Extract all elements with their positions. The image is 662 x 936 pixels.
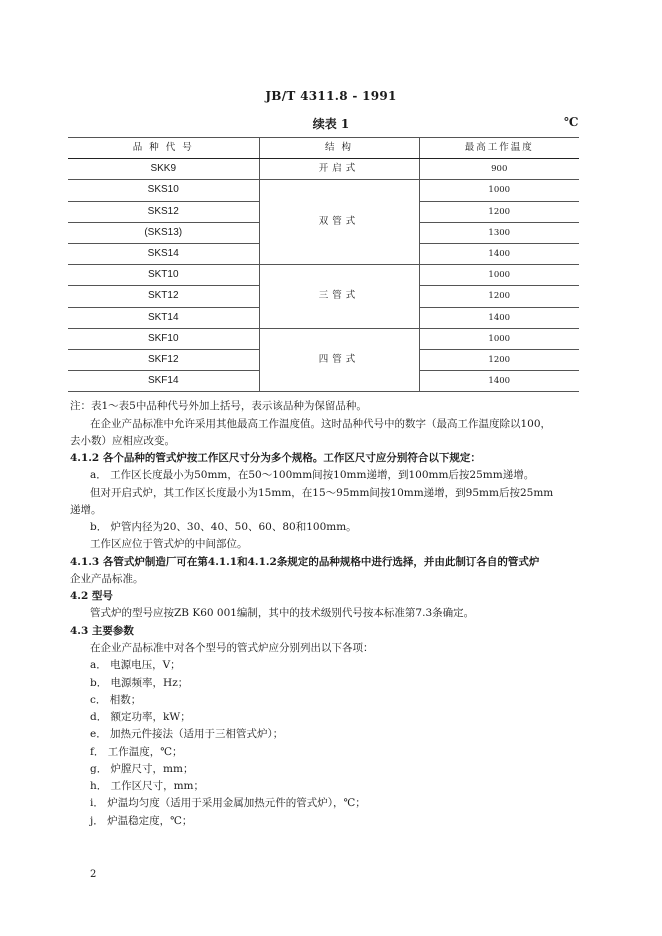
paragraph-line: 但对开启式炉，其工作区长度最小为15mm，在15～95mm间按10mm递增，到95mm后按25mm [90, 487, 554, 499]
page-header: JB/T 4311.8 - 1991 [265, 89, 397, 103]
code-cell: SKK9 [68, 159, 259, 180]
list-item: h． 工作区尺寸，mm； [90, 780, 205, 792]
temp-cell: 900 [419, 159, 579, 180]
temp-cell: 1200 [419, 201, 579, 222]
table-unit: ℃ [564, 115, 579, 129]
temp-cell: 1200 [419, 286, 579, 307]
temp-cell: 1000 [419, 180, 579, 201]
section-heading-4-3: 4.3 主要参数 [70, 625, 134, 637]
list-item: e． 加热元件接法（适用于三相管式炉）； [90, 728, 284, 740]
code-cell: (SKS13) [68, 222, 259, 243]
temp-cell: 1400 [419, 371, 579, 392]
section-heading-4-2: 4.2 型号 [70, 590, 113, 602]
temp-cell: 1400 [419, 307, 579, 328]
code-cell: SKF12 [68, 349, 259, 370]
table-row [68, 265, 579, 286]
clause-4-1-2: 4.1.2 各个品种的管式炉按工作区尺寸分为多个规格。工作区尺寸应分别符合以下规定： [70, 452, 481, 464]
list-item: b． 电源频率，Hz； [90, 677, 189, 689]
code-cell: SKF14 [68, 371, 259, 392]
paragraph-line: 去小数）应相应改变。 [70, 435, 175, 447]
structure-cell: 开启式 [259, 159, 419, 180]
list-item: a． 工作区长度最小为50mm，在50～100mm间按10mm递增，到100mm后按25mm递增。 [90, 469, 535, 481]
structure-cell: 四管式 [259, 328, 419, 392]
clause-4-1-3: 4.1.3 各管式炉制造厂可在第4.1.1和4.1.2条规定的品种规格中进行选择，并由此制订各自的管式炉 [70, 556, 540, 568]
spec-table [68, 137, 579, 392]
list-item: j． 炉温稳定度，℃； [90, 815, 193, 827]
structure-cell: 三管式 [259, 265, 419, 329]
code-cell: SKT14 [68, 307, 259, 328]
paragraph-line: 在企业产品标准中对各个型号的管式炉应分别列出以下各项： [90, 642, 374, 654]
column-header-max-temp: 最高工作温度 [419, 138, 579, 159]
structure-cell: 双管式 [259, 180, 419, 265]
table-row [68, 159, 579, 180]
paragraph-line: 递增。 [70, 504, 102, 516]
table-note: 注：表1～表5中品种代号外加上括号，表示该品种为保留品种。 [70, 400, 367, 412]
list-item: i． 炉温均匀度（适用于采用金属加热元件的管式炉），℃； [90, 797, 366, 809]
code-cell: SKF10 [68, 328, 259, 349]
paragraph-line: 管式炉的型号应按ZB K60 001编制，其中的技术级别代号按本标准第7.3条确定。 [90, 607, 475, 619]
table-row [68, 180, 579, 201]
temp-cell: 1000 [419, 265, 579, 286]
temp-cell: 1000 [419, 328, 579, 349]
table-row [68, 328, 579, 349]
temp-cell: 1400 [419, 243, 579, 264]
paragraph-line: 工作区应位于管式炉的中间部位。 [90, 538, 248, 550]
page-number: 2 [90, 869, 97, 880]
code-cell: SKS14 [68, 243, 259, 264]
column-header-code: 品 种 代 号 [68, 138, 259, 159]
list-item: c． 相数； [90, 694, 142, 706]
list-item: d． 额定功率，kW； [90, 711, 191, 723]
code-cell: SKT10 [68, 265, 259, 286]
list-item: g． 炉膛尺寸，mm； [90, 763, 194, 775]
paragraph-line: 在企业产品标准中允许采用其他最高工作温度值。这时品种代号中的数字（最高工作温度除以100， [90, 418, 552, 430]
list-item: b． 炉管内径为20、30、40、50、60、80和100mm。 [90, 521, 357, 533]
table-header-row [68, 138, 579, 159]
list-item: a． 电源电压，V； [90, 659, 181, 671]
column-header-structure: 结 构 [259, 138, 419, 159]
temp-cell: 1200 [419, 349, 579, 370]
code-cell: SKS10 [68, 180, 259, 201]
code-cell: SKT12 [68, 286, 259, 307]
paragraph-line: 企业产品标准。 [70, 573, 144, 585]
table-caption: 续表 1 [312, 117, 350, 131]
temp-cell: 1300 [419, 222, 579, 243]
list-item: f． 工作温度，℃； [90, 746, 183, 758]
code-cell: SKS12 [68, 201, 259, 222]
